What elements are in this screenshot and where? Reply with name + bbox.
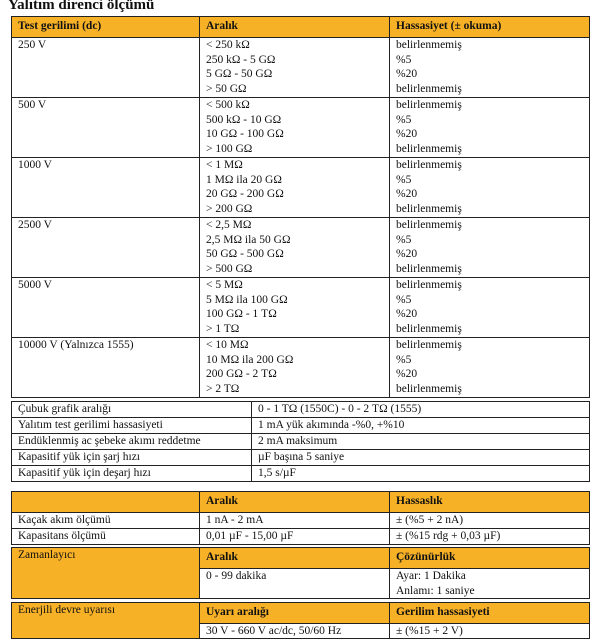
accuracy-cell: [390, 38, 590, 98]
measurement-row: [12, 513, 590, 529]
range-line: 20 GΩ - 200 GΩ: [206, 188, 284, 200]
measurement-label: Kapasitans ölçümü: [12, 529, 200, 545]
measurement-table: [11, 491, 590, 545]
measurement-accuracy: ± (%5 + 2 nA): [390, 513, 590, 529]
accuracy-cell: [390, 218, 590, 278]
spec-value: µF başına 5 saniye: [252, 450, 590, 466]
measurement-row: [12, 529, 590, 545]
range-line: 10 GΩ - 100 GΩ: [206, 128, 284, 140]
range-cell: [200, 98, 390, 158]
measurement-range: 1 nA - 2 mA: [200, 513, 390, 529]
range-line: 5 GΩ - 50 GΩ: [206, 68, 273, 80]
range-line: > 2 TΩ: [206, 382, 240, 395]
range-line: 100 GΩ - 1 TΩ: [206, 308, 277, 320]
measurement-accuracy: ± (%15 rdg + 0,03 µF): [390, 529, 590, 545]
accuracy-line: belirlenmemiş: [396, 322, 462, 335]
accuracy-cell: [390, 158, 590, 218]
spec-label: Yalıtım test gerilimi hassasiyeti: [12, 418, 252, 434]
accuracy-line: %20: [396, 188, 418, 200]
accuracy-line: belirlenmemiş: [396, 202, 462, 215]
accuracy-line: belirlenmemiş: [396, 39, 462, 51]
table-row: [12, 158, 590, 218]
accuracy-cell: [390, 98, 590, 158]
accuracy-line: %20: [396, 248, 418, 260]
spec-value: 0 - 1 TΩ (1550C) - 0 - 2 TΩ (1555): [252, 402, 590, 418]
range-cell: [200, 338, 390, 398]
range-line: < 2,5 MΩ: [206, 219, 252, 231]
accuracy-line: belirlenmemiş: [396, 142, 462, 155]
measurement-header-range: Aralık: [200, 492, 390, 513]
range-line: > 100 GΩ: [206, 142, 253, 155]
spec-label: Endüklenmiş ac şebeke akımı reddetme: [12, 434, 252, 450]
live-range-header: Uyarı aralığı: [200, 603, 390, 624]
accuracy-line: %5: [396, 233, 412, 246]
accuracy-line: belirlenmemiş: [396, 262, 462, 275]
range-line: > 1 TΩ: [206, 322, 240, 335]
header-test-voltage: Test gerilimi (dc): [12, 17, 200, 38]
range-line: 200 GΩ - 2 TΩ: [206, 368, 277, 380]
spec-row: [12, 418, 590, 434]
spec-label: Kapasitif yük için deşarj hızı: [12, 466, 252, 482]
accuracy-line: %20: [396, 368, 418, 380]
range-line: < 250 kΩ: [206, 39, 250, 51]
range-line: 10 MΩ ila 200 GΩ: [206, 353, 294, 366]
spec-label: Kapasitif yük için şarj hızı: [12, 450, 252, 466]
timer-header-row: [12, 548, 590, 569]
spec-row: [12, 450, 590, 466]
table-row: [12, 338, 590, 398]
insulation-table: [11, 16, 590, 398]
accuracy-line: %5: [396, 173, 412, 186]
live-circuit-table: [11, 602, 590, 639]
timer-table: [11, 547, 590, 599]
accuracy-line: belirlenmemiş: [396, 279, 462, 291]
timer-resolution-setting: Ayar: 1 Dakika: [396, 570, 466, 582]
timer-resolution-header: Çözünürlük: [390, 548, 590, 569]
timer-label: Zamanlayıcı: [12, 548, 200, 599]
range-line: 2,5 MΩ ila 50 GΩ: [206, 233, 291, 246]
table-row: [12, 98, 590, 158]
accuracy-line: %20: [396, 128, 418, 140]
test-voltage-cell: 500 V: [12, 98, 200, 158]
range-line: < 500 kΩ: [206, 99, 250, 111]
accuracy-line: belirlenmemiş: [396, 382, 462, 395]
accuracy-line: %5: [396, 53, 412, 66]
page-title: Yalıtım direnci ölçümü: [8, 0, 155, 13]
table-row: [12, 38, 590, 98]
specs-table: [11, 401, 590, 482]
header-range: Aralık: [200, 17, 390, 38]
measurement-label: Kaçak akım ölçümü: [12, 513, 200, 529]
spec-row: [12, 434, 590, 450]
accuracy-line: %20: [396, 68, 418, 80]
measurement-header-blank: [12, 492, 200, 513]
range-line: > 200 GΩ: [206, 202, 253, 215]
timer-resolution-meaning: Anlamı: 1 saniye: [396, 584, 475, 597]
test-voltage-cell: 5000 V: [12, 278, 200, 338]
range-line: 250 kΩ - 5 GΩ: [206, 53, 276, 66]
live-range-value: 30 V - 660 V ac/dc, 50/60 Hz: [200, 624, 390, 639]
accuracy-line: belirlenmemiş: [396, 159, 462, 171]
table-row: [12, 278, 590, 338]
accuracy-line: %5: [396, 293, 412, 306]
accuracy-line: %20: [396, 308, 418, 320]
live-header-row: [12, 603, 590, 624]
accuracy-line: belirlenmemiş: [396, 339, 462, 351]
spec-row: [12, 402, 590, 418]
range-line: 50 GΩ - 500 GΩ: [206, 248, 284, 260]
spec-value: 2 mA maksimum: [252, 434, 590, 450]
spec-label: Çubuk grafik aralığı: [12, 402, 252, 418]
spec-value: 1,5 s/µF: [252, 466, 590, 482]
timer-resolution-value: [390, 569, 590, 599]
accuracy-line: %5: [396, 113, 412, 126]
range-cell: [200, 218, 390, 278]
insulation-header-row: [12, 17, 590, 38]
live-label: Enerjili devre uyarısı: [12, 603, 200, 639]
range-cell: [200, 38, 390, 98]
test-voltage-cell: 2500 V: [12, 218, 200, 278]
accuracy-line: %5: [396, 353, 412, 366]
range-line: 1 MΩ ila 20 GΩ: [206, 173, 282, 186]
range-line: > 50 GΩ: [206, 82, 247, 95]
test-voltage-cell: 250 V: [12, 38, 200, 98]
range-line: < 5 MΩ: [206, 279, 243, 291]
range-line: < 10 MΩ: [206, 339, 249, 351]
live-accuracy-value: ± (%15 + 2 V): [390, 624, 590, 639]
header-accuracy: Hassasiyet (± okuma): [390, 17, 590, 38]
measurement-range: 0,01 µF - 15,00 µF: [200, 529, 390, 545]
accuracy-cell: [390, 278, 590, 338]
range-cell: [200, 158, 390, 218]
range-cell: [200, 278, 390, 338]
accuracy-line: belirlenmemiş: [396, 82, 462, 95]
measurement-header-row: [12, 492, 590, 513]
timer-range-value: 0 - 99 dakika: [200, 569, 390, 599]
spec-value: 1 mA yük akımında -%0, +%10: [252, 418, 590, 434]
accuracy-line: belirlenmemiş: [396, 219, 462, 231]
range-line: > 500 GΩ: [206, 262, 253, 275]
measurement-header-accuracy: Hassaslık: [390, 492, 590, 513]
accuracy-cell: [390, 338, 590, 398]
range-line: 5 MΩ ila 100 GΩ: [206, 293, 288, 306]
table-row: [12, 218, 590, 278]
test-voltage-cell: 1000 V: [12, 158, 200, 218]
range-line: 500 kΩ - 10 GΩ: [206, 113, 282, 126]
spec-row: [12, 466, 590, 482]
test-voltage-cell: 10000 V (Yalnızca 1555): [12, 338, 200, 398]
range-line: < 1 MΩ: [206, 159, 243, 171]
timer-range-header: Aralık: [200, 548, 390, 569]
accuracy-line: belirlenmemiş: [396, 99, 462, 111]
live-accuracy-header: Gerilim hassasiyeti: [390, 603, 590, 624]
